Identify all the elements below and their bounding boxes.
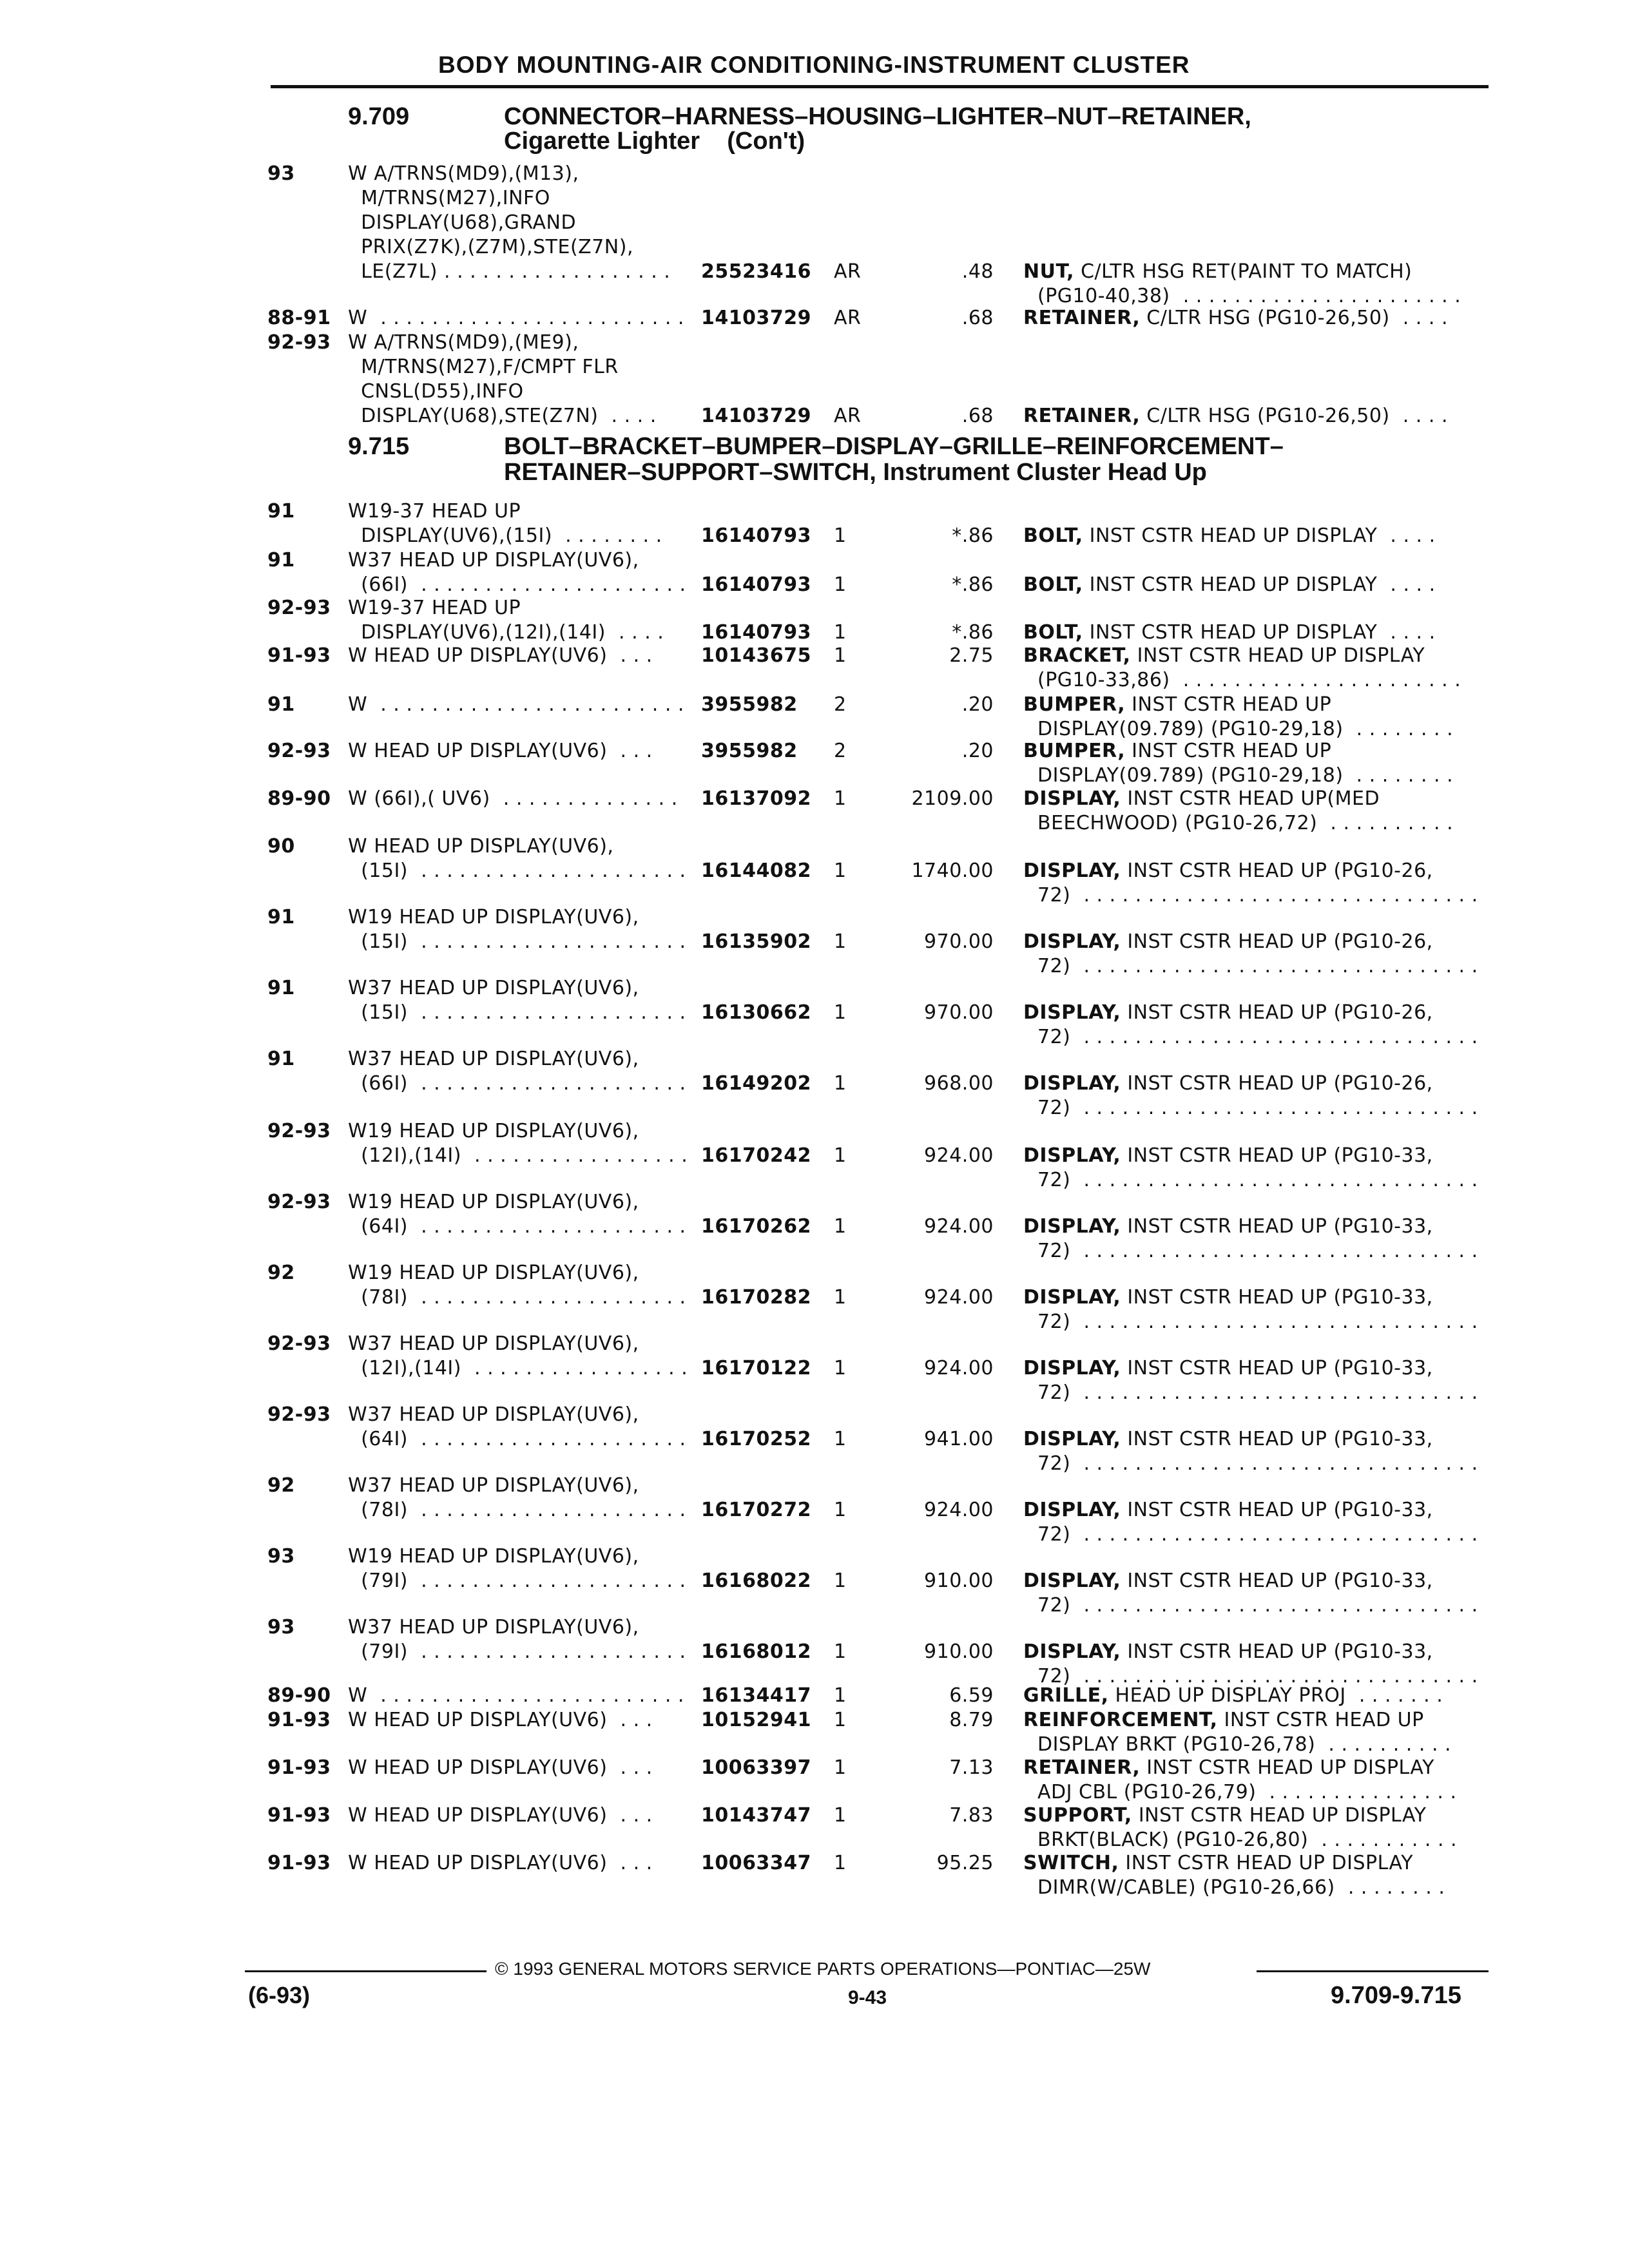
- model-year: 91: [267, 693, 295, 716]
- application: W19 HEAD UP DISPLAY(UV6),: [348, 1120, 639, 1142]
- description-detail: INST CSTR HEAD UP DISPLAY: [1140, 1756, 1434, 1779]
- model-year: 92: [267, 1262, 295, 1284]
- description-part-name: BUMPER,: [1023, 693, 1126, 716]
- model-year: 92-93: [267, 1120, 331, 1142]
- model-year: 92-93: [267, 331, 331, 354]
- application: DISPLAY(UV6),(15I) . . . . . . . .: [348, 524, 662, 547]
- description: [1023, 1072, 1433, 1095]
- description-detail: INST CSTR HEAD UP (PG10-26,: [1121, 1001, 1433, 1024]
- part-number: 10152941: [701, 1709, 811, 1731]
- price: *.86: [952, 524, 994, 547]
- quantity: AR: [834, 405, 862, 427]
- description-continued: 72) . . . . . . . . . . . . . . . . . . . . . . . . . . . . . . .: [1037, 1240, 1478, 1262]
- description: [1023, 573, 1436, 596]
- description-detail: C/LTR HSG (PG10-26,50) . . . .: [1140, 307, 1448, 329]
- application: W37 HEAD UP DISPLAY(UV6),: [348, 1474, 639, 1497]
- price: .48: [961, 260, 994, 283]
- quantity: 1: [834, 1001, 847, 1024]
- description: [1023, 1640, 1433, 1663]
- model-year: 92: [267, 1474, 295, 1497]
- price: 910.00: [924, 1640, 994, 1663]
- description-part-name: BOLT,: [1023, 524, 1083, 547]
- section-title: BOLT–BRACKET–BUMPER–DISPLAY–GRILLE–REINFORCEMENT–: [504, 433, 1284, 460]
- quantity: 1: [834, 644, 847, 667]
- description-part-name: DISPLAY,: [1023, 930, 1121, 953]
- description-detail: INST CSTR HEAD UP (PG10-33,: [1121, 1215, 1433, 1238]
- description: [1023, 1756, 1434, 1779]
- description-detail: INST CSTR HEAD UP (PG10-33,: [1121, 1286, 1433, 1309]
- description-detail: INST CSTR HEAD UP DISPLAY . . . .: [1083, 621, 1436, 644]
- description-detail: INST CSTR HEAD UP (PG10-33,: [1121, 1640, 1433, 1663]
- application: PRIX(Z7K),(Z7M),STE(Z7N),: [348, 236, 633, 258]
- description: [1023, 621, 1436, 644]
- description-part-name: DISPLAY,: [1023, 787, 1121, 810]
- application: W HEAD UP DISPLAY(UV6) . . .: [348, 1804, 653, 1827]
- quantity: 1: [834, 1215, 847, 1238]
- footer-date-code: (6-93): [248, 1982, 311, 2008]
- description: [1023, 524, 1436, 547]
- application: DISPLAY(U68),STE(Z7N) . . . .: [348, 405, 657, 427]
- model-year: 90: [267, 835, 295, 858]
- price: 924.00: [924, 1357, 994, 1379]
- description-part-name: BRACKET,: [1023, 644, 1131, 667]
- application: W . . . . . . . . . . . . . . . . . . . . . . . .: [348, 693, 684, 716]
- price: 941.00: [924, 1428, 994, 1450]
- section-subtitle: Instrument Cluster Head Up: [883, 459, 1207, 486]
- description-part-name: DISPLAY,: [1023, 1357, 1121, 1379]
- quantity: 1: [834, 1144, 847, 1167]
- application: W HEAD UP DISPLAY(UV6) . . .: [348, 1756, 653, 1779]
- footer-section-range: 9.709-9.715: [1331, 1982, 1461, 2009]
- quantity: 1: [834, 573, 847, 596]
- description: [1023, 1499, 1433, 1521]
- description-detail: INST CSTR HEAD UP DISPLAY: [1132, 1804, 1427, 1827]
- application: (66I) . . . . . . . . . . . . . . . . . . . . .: [348, 1072, 686, 1095]
- description-detail: INST CSTR HEAD UP DISPLAY: [1130, 644, 1425, 667]
- application: W19 HEAD UP DISPLAY(UV6),: [348, 1191, 639, 1213]
- quantity: AR: [834, 260, 862, 283]
- model-year: 91-93: [267, 1804, 331, 1827]
- description-continued: DISPLAY(09.789) (PG10-29,18) . . . . . . . .: [1037, 718, 1454, 740]
- part-number: 16140793: [701, 621, 811, 644]
- description-continued: 72) . . . . . . . . . . . . . . . . . . . . . . . . . . . . . . .: [1037, 1311, 1478, 1333]
- description-continued: 72) . . . . . . . . . . . . . . . . . . . . . . . . . . . . . . .: [1037, 1665, 1478, 1687]
- part-number: 16135902: [701, 930, 811, 953]
- description-continued: (PG10-40,38) . . . . . . . . . . . . . . . . . . . . . .: [1037, 285, 1461, 307]
- section-subtitle: Cigarette Lighter (Con't): [504, 128, 805, 155]
- description-part-name: RETAINER,: [1023, 307, 1141, 329]
- description-detail: INST CSTR HEAD UP (PG10-26,: [1121, 1072, 1433, 1095]
- description-detail: INST CSTR HEAD UP (PG10-33,: [1121, 1357, 1433, 1379]
- model-year: 93: [267, 162, 295, 185]
- description: [1023, 740, 1331, 762]
- description-continued: 72) . . . . . . . . . . . . . . . . . . . . . . . . . . . . . . .: [1037, 1169, 1478, 1191]
- description: [1023, 1001, 1433, 1024]
- quantity: 1: [834, 1357, 847, 1379]
- description-continued: (PG10-33,86) . . . . . . . . . . . . . . . . . . . . . .: [1037, 669, 1461, 691]
- description-detail: C/LTR HSG (PG10-26,50) . . . .: [1140, 405, 1448, 427]
- description-part-name: BOLT,: [1023, 573, 1083, 596]
- application: LE(Z7L) . . . . . . . . . . . . . . . . . .: [348, 260, 671, 283]
- application: W HEAD UP DISPLAY(UV6) . . .: [348, 740, 653, 762]
- quantity: 1: [834, 1499, 847, 1521]
- description-continued: 72) . . . . . . . . . . . . . . . . . . . . . . . . . . . . . . .: [1037, 1381, 1478, 1404]
- application: (15I) . . . . . . . . . . . . . . . . . . . . .: [348, 1001, 686, 1024]
- part-number: 16140793: [701, 573, 811, 596]
- price: 910.00: [924, 1570, 994, 1592]
- model-year: 92-93: [267, 1191, 331, 1213]
- quantity: 1: [834, 1570, 847, 1592]
- model-year: 92-93: [267, 597, 331, 619]
- description-continued: 72) . . . . . . . . . . . . . . . . . . . . . . . . . . . . . . .: [1037, 955, 1478, 977]
- application: W . . . . . . . . . . . . . . . . . . . . . . . .: [348, 307, 684, 329]
- quantity: 1: [834, 621, 847, 644]
- application: CNSL(D55),INFO: [348, 380, 524, 403]
- application: W HEAD UP DISPLAY(UV6) . . .: [348, 1852, 653, 1874]
- quantity: 1: [834, 1709, 847, 1731]
- application: W (66I),( UV6) . . . . . . . . . . . . . .: [348, 787, 678, 810]
- price: 6.59: [949, 1684, 994, 1707]
- model-year: 88-91: [267, 307, 331, 329]
- part-number: 16170242: [701, 1144, 811, 1167]
- description-detail: INST CSTR HEAD UP(MED: [1121, 787, 1380, 810]
- part-number: 10063397: [701, 1756, 811, 1779]
- description-detail: INST CSTR HEAD UP DISPLAY . . . .: [1083, 573, 1436, 596]
- description-part-name: DISPLAY,: [1023, 1499, 1121, 1521]
- description-part-name: DISPLAY,: [1023, 1215, 1121, 1238]
- quantity: 1: [834, 1286, 847, 1309]
- description-detail: INST CSTR HEAD UP (PG10-26,: [1121, 860, 1433, 882]
- part-number: 16170122: [701, 1357, 811, 1379]
- description: [1023, 1286, 1433, 1309]
- price: 924.00: [924, 1286, 994, 1309]
- price: 970.00: [924, 930, 994, 953]
- description: [1023, 260, 1412, 283]
- price: 968.00: [924, 1072, 994, 1095]
- description: [1023, 644, 1425, 667]
- description-continued: BEECHWOOD) (PG10-26,72) . . . . . . . . . .: [1037, 812, 1454, 834]
- quantity: 1: [834, 524, 847, 547]
- application: (15I) . . . . . . . . . . . . . . . . . . . . .: [348, 860, 686, 882]
- description-part-name: DISPLAY,: [1023, 1428, 1121, 1450]
- application: (79I) . . . . . . . . . . . . . . . . . . . . .: [348, 1570, 686, 1592]
- description: [1023, 1804, 1426, 1827]
- application: (64I) . . . . . . . . . . . . . . . . . . . . .: [348, 1428, 686, 1450]
- description-part-name: DISPLAY,: [1023, 1072, 1121, 1095]
- description-continued: 72) . . . . . . . . . . . . . . . . . . . . . . . . . . . . . . .: [1037, 1026, 1478, 1048]
- description-detail: HEAD UP DISPLAY PROJ . . . . . . .: [1108, 1684, 1443, 1707]
- application: W . . . . . . . . . . . . . . . . . . . . . . . .: [348, 1684, 684, 1707]
- description-part-name: DISPLAY,: [1023, 1570, 1121, 1592]
- part-number: 25523416: [701, 260, 811, 283]
- price: 7.83: [949, 1804, 994, 1827]
- description: [1023, 1144, 1433, 1167]
- description: [1023, 787, 1380, 810]
- description-detail: INST CSTR HEAD UP DISPLAY . . . .: [1083, 524, 1436, 547]
- model-year: 91-93: [267, 1756, 331, 1779]
- header-rule: [271, 85, 1489, 88]
- model-year: 91: [267, 977, 295, 999]
- description-part-name: RETAINER,: [1023, 1756, 1141, 1779]
- description-continued: 72) . . . . . . . . . . . . . . . . . . . . . . . . . . . . . . .: [1037, 1097, 1478, 1119]
- application: W19 HEAD UP DISPLAY(UV6),: [348, 1262, 639, 1284]
- model-year: 91-93: [267, 644, 331, 667]
- model-year: 91-93: [267, 1852, 331, 1874]
- price: 970.00: [924, 1001, 994, 1024]
- footer-page-number: 9-43: [848, 1987, 887, 2008]
- price: 1740.00: [911, 860, 994, 882]
- quantity: 1: [834, 1852, 847, 1874]
- model-year: 92-93: [267, 1332, 331, 1355]
- price: 924.00: [924, 1144, 994, 1167]
- part-number: 10143747: [701, 1804, 811, 1827]
- description: [1023, 405, 1448, 427]
- application: W A/TRNS(MD9),(M13),: [348, 162, 579, 185]
- application: W37 HEAD UP DISPLAY(UV6),: [348, 977, 639, 999]
- application: DISPLAY(U68),GRAND: [348, 211, 577, 234]
- description-part-name: DISPLAY,: [1023, 1286, 1121, 1309]
- part-number: 16137092: [701, 787, 811, 810]
- quantity: 1: [834, 1756, 847, 1779]
- model-year: 89-90: [267, 1684, 331, 1707]
- description-continued: DIMR(W/CABLE) (PG10-26,66) . . . . . . . .: [1037, 1876, 1445, 1899]
- price: 7.13: [949, 1756, 994, 1779]
- quantity: AR: [834, 307, 862, 329]
- part-number: 14103729: [701, 307, 811, 329]
- description-part-name: DISPLAY,: [1023, 1144, 1121, 1167]
- footer-copyright: © 1993 GENERAL MOTORS SERVICE PARTS OPERATIONS—PONTIAC—25W: [495, 1959, 1151, 1979]
- description-continued: BRKT(BLACK) (PG10-26,80) . . . . . . . . . . .: [1037, 1829, 1458, 1851]
- description-detail: INST CSTR HEAD UP (PG10-26,: [1121, 930, 1433, 953]
- description-part-name: DISPLAY,: [1023, 1001, 1121, 1024]
- quantity: 1: [834, 787, 847, 810]
- application: W19-37 HEAD UP: [348, 500, 521, 523]
- section-title-line2: RETAINER–SUPPORT–SWITCH,: [504, 459, 876, 486]
- description: [1023, 860, 1433, 882]
- part-number: 16170272: [701, 1499, 811, 1521]
- price: 8.79: [949, 1709, 994, 1731]
- description-detail: INST CSTR HEAD UP: [1217, 1709, 1424, 1731]
- quantity: 1: [834, 1804, 847, 1827]
- part-number: 16168012: [701, 1640, 811, 1663]
- application: W19 HEAD UP DISPLAY(UV6),: [348, 1545, 639, 1568]
- footer-rule-left: [245, 1970, 487, 1972]
- model-year: 92-93: [267, 1403, 331, 1426]
- quantity: 1: [834, 1428, 847, 1450]
- quantity: 1: [834, 1684, 847, 1707]
- section-number: 9.709: [348, 103, 410, 130]
- price: 2.75: [949, 644, 994, 667]
- price: 924.00: [924, 1215, 994, 1238]
- quantity: 1: [834, 930, 847, 953]
- description-continued: 72) . . . . . . . . . . . . . . . . . . . . . . . . . . . . . . .: [1037, 1523, 1478, 1546]
- description: [1023, 1357, 1433, 1379]
- description-part-name: RETAINER,: [1023, 405, 1141, 427]
- description-part-name: NUT,: [1023, 260, 1075, 283]
- price: .68: [961, 307, 994, 329]
- application: W37 HEAD UP DISPLAY(UV6),: [348, 1048, 639, 1070]
- model-year: 93: [267, 1616, 295, 1639]
- application: W37 HEAD UP DISPLAY(UV6),: [348, 1403, 639, 1426]
- application: W19-37 HEAD UP: [348, 597, 521, 619]
- part-number: 16149202: [701, 1072, 811, 1095]
- description-part-name: DISPLAY,: [1023, 1640, 1121, 1663]
- application: W37 HEAD UP DISPLAY(UV6),: [348, 1616, 639, 1639]
- part-number: 10063347: [701, 1852, 811, 1874]
- model-year: 91: [267, 549, 295, 572]
- quantity: 1: [834, 860, 847, 882]
- price: *.86: [952, 573, 994, 596]
- price: 95.25: [936, 1852, 994, 1874]
- quantity: 1: [834, 1072, 847, 1095]
- description-detail: INST CSTR HEAD UP (PG10-33,: [1121, 1570, 1433, 1592]
- application: M/TRNS(M27),F/CMPT FLR: [348, 356, 619, 378]
- description-detail: INST CSTR HEAD UP DISPLAY: [1119, 1852, 1414, 1874]
- description: [1023, 1428, 1433, 1450]
- page-header-title: BODY MOUNTING-AIR CONDITIONING-INSTRUMENT CLUSTER: [438, 52, 1190, 78]
- description-part-name: DISPLAY,: [1023, 860, 1121, 882]
- description-detail: INST CSTR HEAD UP (PG10-33,: [1121, 1428, 1433, 1450]
- application: W HEAD UP DISPLAY(UV6),: [348, 835, 614, 858]
- description-part-name: SWITCH,: [1023, 1852, 1119, 1874]
- quantity: 1: [834, 1640, 847, 1663]
- application: (66I) . . . . . . . . . . . . . . . . . . . . .: [348, 573, 686, 596]
- description: [1023, 1570, 1433, 1592]
- price: *.86: [952, 621, 994, 644]
- part-number: 16170262: [701, 1215, 811, 1238]
- description: [1023, 1852, 1413, 1874]
- part-number: 16168022: [701, 1570, 811, 1592]
- application: (15I) . . . . . . . . . . . . . . . . . . . . .: [348, 930, 686, 953]
- description-part-name: REINFORCEMENT,: [1023, 1709, 1218, 1731]
- application: W A/TRNS(MD9),(ME9),: [348, 331, 579, 354]
- application: W37 HEAD UP DISPLAY(UV6),: [348, 549, 639, 572]
- description-continued: 72) . . . . . . . . . . . . . . . . . . . . . . . . . . . . . . .: [1037, 1594, 1478, 1617]
- price: .20: [961, 693, 994, 716]
- model-year: 93: [267, 1545, 295, 1568]
- application: (12I),(14I) . . . . . . . . . . . . . . . . .: [348, 1357, 688, 1379]
- part-number: 16134417: [701, 1684, 811, 1707]
- application: (78I) . . . . . . . . . . . . . . . . . . . . .: [348, 1286, 686, 1309]
- part-number: 10143675: [701, 644, 811, 667]
- section-title: CONNECTOR–HARNESS–HOUSING–LIGHTER–NUT–RETAINER,: [504, 103, 1251, 130]
- part-number: 3955982: [701, 693, 798, 716]
- footer-rule-right: [1257, 1970, 1489, 1972]
- description: [1023, 930, 1433, 953]
- description-detail: INST CSTR HEAD UP: [1125, 740, 1332, 762]
- application: (64I) . . . . . . . . . . . . . . . . . . . . .: [348, 1215, 686, 1238]
- description-continued: DISPLAY BRKT (PG10-26,78) . . . . . . . . . .: [1037, 1733, 1452, 1756]
- application: DISPLAY(UV6),(12I),(14I) . . . .: [348, 621, 664, 644]
- part-number: 16170252: [701, 1428, 811, 1450]
- part-number: 3955982: [701, 740, 798, 762]
- description: [1023, 693, 1331, 716]
- quantity: 2: [834, 693, 847, 716]
- model-year: 91-93: [267, 1709, 331, 1731]
- description: [1023, 1684, 1443, 1707]
- model-year: 92-93: [267, 740, 331, 762]
- description-continued: ADJ CBL (PG10-26,79) . . . . . . . . . . . . . . .: [1037, 1781, 1457, 1803]
- price: 924.00: [924, 1499, 994, 1521]
- quantity: 2: [834, 740, 847, 762]
- application: W37 HEAD UP DISPLAY(UV6),: [348, 1332, 639, 1355]
- description-continued: 72) . . . . . . . . . . . . . . . . . . . . . . . . . . . . . . .: [1037, 884, 1478, 907]
- price: .20: [961, 740, 994, 762]
- description-detail: INST CSTR HEAD UP (PG10-33,: [1121, 1499, 1433, 1521]
- model-year: 89-90: [267, 787, 331, 810]
- description-detail: INST CSTR HEAD UP: [1125, 693, 1332, 716]
- part-number: 16140793: [701, 524, 811, 547]
- model-year: 91: [267, 906, 295, 928]
- part-number: 16170282: [701, 1286, 811, 1309]
- application: W HEAD UP DISPLAY(UV6) . . .: [348, 644, 653, 667]
- application: W HEAD UP DISPLAY(UV6) . . .: [348, 1709, 653, 1731]
- part-number: 16130662: [701, 1001, 811, 1024]
- part-number: 14103729: [701, 405, 811, 427]
- model-year: 91: [267, 500, 295, 523]
- description-part-name: BOLT,: [1023, 621, 1083, 644]
- application: (12I),(14I) . . . . . . . . . . . . . . . . .: [348, 1144, 688, 1167]
- description-detail: INST CSTR HEAD UP (PG10-33,: [1121, 1144, 1433, 1167]
- section-number: 9.715: [348, 433, 410, 460]
- application: M/TRNS(M27),INFO: [348, 187, 550, 209]
- description-part-name: SUPPORT,: [1023, 1804, 1132, 1827]
- description: [1023, 307, 1448, 329]
- application: (78I) . . . . . . . . . . . . . . . . . . . . .: [348, 1499, 686, 1521]
- application: W19 HEAD UP DISPLAY(UV6),: [348, 906, 639, 928]
- description-continued: 72) . . . . . . . . . . . . . . . . . . . . . . . . . . . . . . .: [1037, 1452, 1478, 1475]
- description: [1023, 1215, 1433, 1238]
- description-continued: DISPLAY(09.789) (PG10-29,18) . . . . . . . .: [1037, 764, 1454, 787]
- model-year: 91: [267, 1048, 295, 1070]
- description-detail: C/LTR HSG RET(PAINT TO MATCH): [1074, 260, 1412, 283]
- part-number: 16144082: [701, 860, 811, 882]
- price: 2109.00: [911, 787, 994, 810]
- description-part-name: BUMPER,: [1023, 740, 1126, 762]
- description: [1023, 1709, 1424, 1731]
- description-part-name: GRILLE,: [1023, 1684, 1109, 1707]
- price: .68: [961, 405, 994, 427]
- application: (79I) . . . . . . . . . . . . . . . . . . . . .: [348, 1640, 686, 1663]
